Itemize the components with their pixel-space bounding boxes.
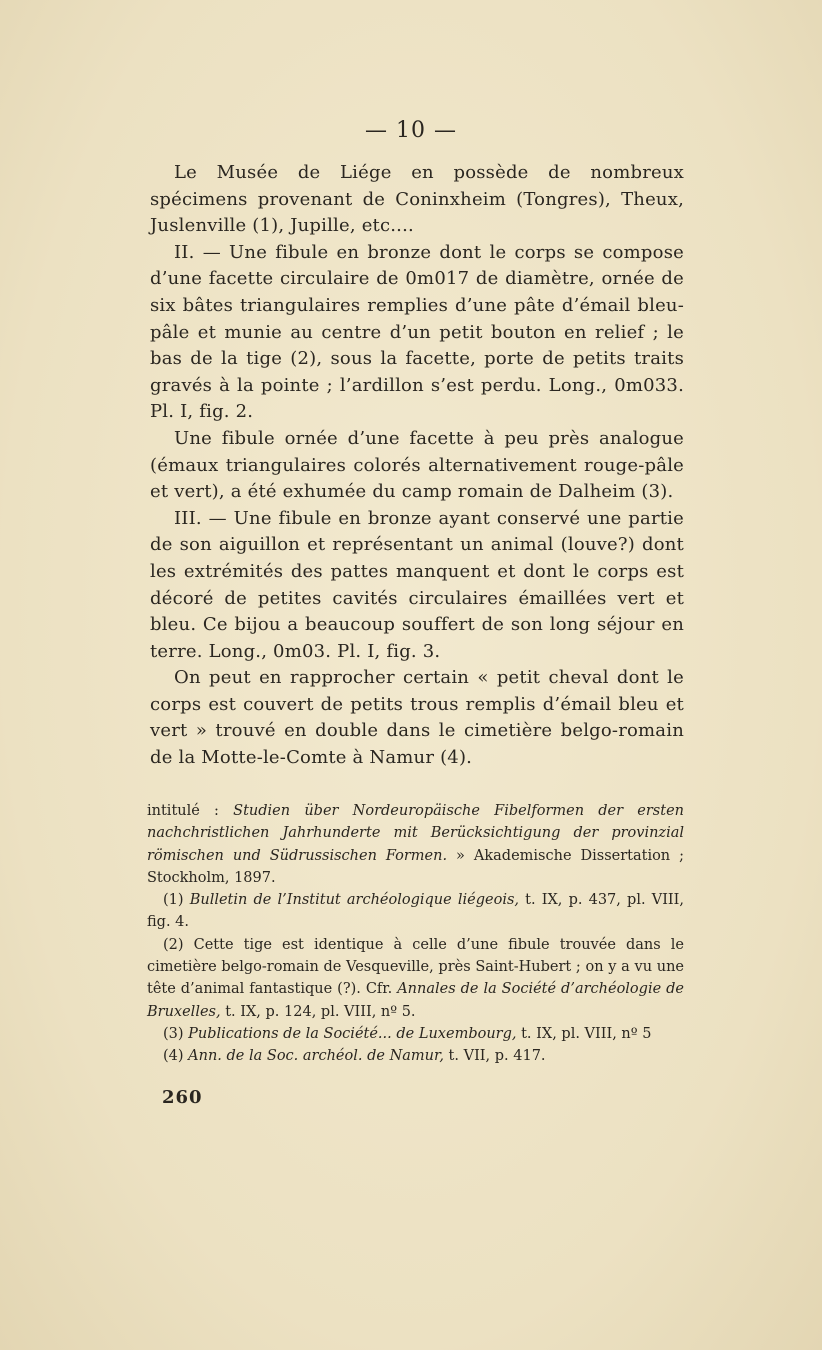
page-number: — 10 —: [365, 118, 457, 143]
paragraph-4: III. — Une fibule en bronze ayant conservé une partie de son aiguillon et représentant un animal (louve?) dont les extrémités des pattes manquent et dont le corps est décoré de petites cavités circulaires émaillées vert et bleu. Ce bijou a beaucoup souffert de son long séjour en terre. Long., 0m03. Pl. I, fig. 3.: [150, 507, 684, 662]
footnote-1: [147, 889, 684, 934]
footnote-3: [147, 1023, 684, 1045]
paragraph-5: On peut en rapprocher certain « petit cheval dont le corps est couvert de petits trous remplis d’émail bleu et vert » trouvé en double dans le cimetière belgo-romain de la Motte-le-Comte à Namur (4).: [150, 667, 684, 769]
paragraph-2: II. — Une fibule en bronze dont le corps se compose d’une facette circulaire de 0m017 de diamètre, ornée de six bâtes triangulaires remplies d’une pâte d’émail bleu-pâle et munie au centre d’un petit bouton en relief ; le bas de la tige (2), sous la facette, porte de petits traits gravés à la pointe ; l’ardillon s’est perdu. Long., 0m033. Pl. I, fig. 2.: [150, 241, 684, 423]
footnote-title: Publications de la Société... de Luxembourg,: [188, 1025, 517, 1042]
footnotes: [147, 800, 684, 1068]
paragraph-3: Une fibule ornée d’une facette à peu près analogue (émaux triangulaires colorés alternativement rouge-pâle et vert), a été exhumée du camp romain de Dalheim (3).: [150, 427, 684, 503]
footnote-title: Ann. de la Soc. archéol. de Namur,: [188, 1048, 444, 1065]
footnote-title: Bulletin de l’Institut archéologique liégeois,: [189, 892, 520, 909]
footnote-continuation: [147, 800, 684, 889]
paragraph-1: Le Musée de Liége en possède de nombreux spécimens provenant de Coninxheim (Tongres), Theux, Juslenville (1), Jupille, etc....: [150, 162, 684, 237]
footnote-marker: (1): [163, 892, 190, 909]
footnote-4: [147, 1045, 684, 1067]
footnote-text: t. IX, pl. VIII, nº 5: [516, 1025, 652, 1042]
signature-mark: 260: [162, 1087, 203, 1108]
footnote-text: intitulé :: [147, 803, 234, 819]
footnote-text: (2) Cette tige est identique à celle d’une fibule trouvée dans le cimetière belgo-romain de Vesqueville, près Saint-Hubert ; on y a vu une tête d’animal fantastique (?). Cfr.: [147, 936, 684, 998]
footnote-2: [147, 934, 684, 1023]
footnote-marker: (4): [163, 1048, 189, 1065]
main-text: [150, 160, 684, 772]
footnote-text: t. IX, p. 124, pl. VIII, nº 5.: [220, 1003, 416, 1020]
footnote-title: Studien über Nordeuropäische Fibelformen der ersten nachchristlichen Jahrhunderte mit Berücksichtigung der provinzial römischen und Südrussischen Formen.: [147, 803, 684, 864]
footnote-title: Annales de la Société d’archéologie de Bruxelles,: [147, 981, 684, 1020]
footnote-text: » Akademische Dissertation ; Stockholm, 1897.: [147, 847, 684, 886]
footnote-text: t. IX, p. 437, pl. VIII, fig. 4.: [147, 892, 684, 931]
footnote-marker: (3): [163, 1025, 189, 1042]
footnote-text: t. VII, p. 417.: [443, 1048, 546, 1065]
